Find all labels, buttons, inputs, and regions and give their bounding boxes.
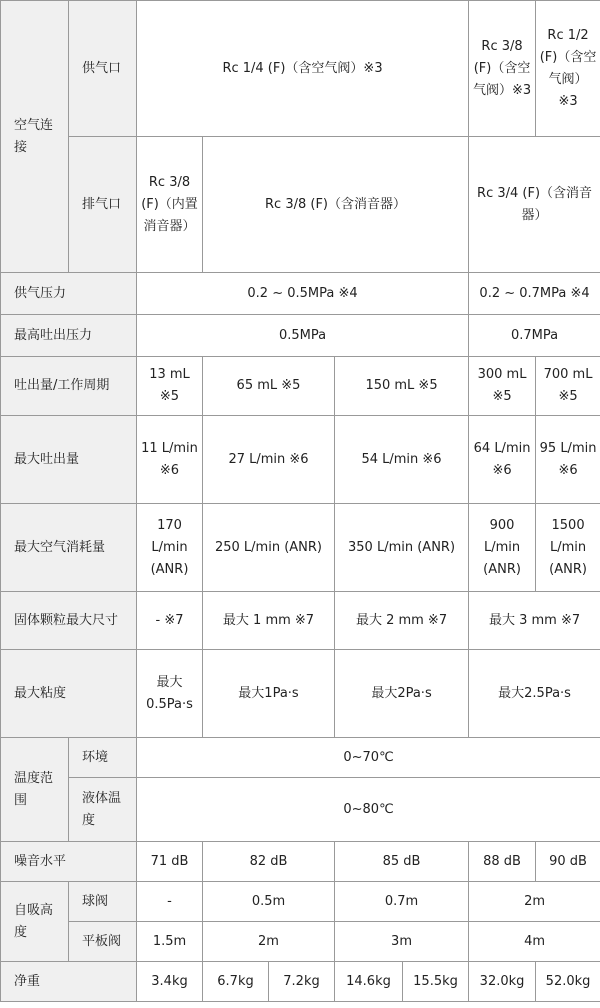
label-net-weight: 净重 — [1, 962, 137, 1002]
value-max-air-consumption-3: 350 L/min (ANR) — [335, 504, 469, 592]
value-max-solid-size-1: - ※7 — [137, 592, 203, 650]
value-max-air-consumption-1: 170 L/min (ANR) — [137, 504, 203, 592]
value-max-viscosity-1: 最大0.5Pa·s — [137, 650, 203, 738]
value-net-weight-6: 32.0kg — [469, 962, 536, 1002]
group-air-connection: 空气连接 — [1, 1, 69, 273]
value-ball-valve-4: 2m — [469, 882, 600, 922]
label-liquid-temp: 液体温度 — [69, 778, 137, 842]
value-max-discharge-5: 95 L/min ※6 — [536, 416, 600, 504]
value-net-weight-5: 15.5kg — [403, 962, 469, 1002]
value-max-air-consumption-4: 900 L/min (ANR) — [469, 504, 536, 592]
value-exhaust-port-3: Rc 3/4 (F)（含消音器） — [469, 137, 600, 273]
value-max-discharge-pressure-1: 0.5MPa — [137, 315, 469, 357]
value-max-solid-size-3: 最大 2 mm ※7 — [335, 592, 469, 650]
value-max-discharge-pressure-2: 0.7MPa — [469, 315, 600, 357]
value-noise-4: 88 dB — [469, 842, 536, 882]
label-supply-pressure: 供气压力 — [1, 273, 137, 315]
row-env-temp — [1, 738, 600, 778]
label-max-viscosity: 最大粘度 — [1, 650, 137, 738]
value-max-air-consumption-5: 1500 L/min (ANR) — [536, 504, 600, 592]
value-max-air-consumption-2: 250 L/min (ANR) — [203, 504, 335, 592]
value-exhaust-port-2: Rc 3/8 (F)（含消音器） — [203, 137, 469, 273]
label-max-air-consumption: 最大空气消耗量 — [1, 504, 137, 592]
row-supply-port — [1, 1, 600, 137]
value-noise-1: 71 dB — [137, 842, 203, 882]
label-ball-valve: 球阀 — [69, 882, 137, 922]
value-discharge-per-cycle-5: 700 mL ※5 — [536, 357, 600, 416]
row-discharge-per-cycle — [1, 357, 600, 416]
row-max-discharge — [1, 416, 600, 504]
value-max-discharge-1: 11 L/min ※6 — [137, 416, 203, 504]
value-noise-5: 90 dB — [536, 842, 600, 882]
value-flat-valve-2: 2m — [203, 922, 335, 962]
row-max-discharge-pressure — [1, 315, 600, 357]
group-self-priming: 自吸高度 — [1, 882, 69, 962]
value-net-weight-1: 3.4kg — [137, 962, 203, 1002]
value-flat-valve-3: 3m — [335, 922, 469, 962]
label-exhaust-port: 排气口 — [69, 137, 137, 273]
value-noise-3: 85 dB — [335, 842, 469, 882]
row-noise — [1, 842, 600, 882]
value-max-viscosity-2: 最大1Pa·s — [203, 650, 335, 738]
value-discharge-per-cycle-2: 65 mL ※5 — [203, 357, 335, 416]
value-max-viscosity-4: 最大2.5Pa·s — [469, 650, 600, 738]
value-exhaust-port-1: Rc 3/8 (F)（内置消音器） — [137, 137, 203, 273]
value-net-weight-7: 52.0kg — [536, 962, 600, 1002]
row-net-weight — [1, 962, 600, 1002]
value-discharge-per-cycle-3: 150 mL ※5 — [335, 357, 469, 416]
value-flat-valve-1: 1.5m — [137, 922, 203, 962]
group-temp-range: 温度范围 — [1, 738, 69, 842]
value-ball-valve-2: 0.5m — [203, 882, 335, 922]
label-max-discharge: 最大吐出量 — [1, 416, 137, 504]
value-net-weight-3: 7.2kg — [269, 962, 335, 1002]
row-max-air-consumption — [1, 504, 600, 592]
label-env-temp: 环境 — [69, 738, 137, 778]
value-discharge-per-cycle-4: 300 mL ※5 — [469, 357, 536, 416]
value-max-solid-size-2: 最大 1 mm ※7 — [203, 592, 335, 650]
row-supply-pressure — [1, 273, 600, 315]
value-ball-valve-1: - — [137, 882, 203, 922]
row-max-viscosity — [1, 650, 600, 738]
value-flat-valve-4: 4m — [469, 922, 600, 962]
value-supply-pressure-2: 0.2 ~ 0.7MPa ※4 — [469, 273, 600, 315]
label-noise: 噪音水平 — [1, 842, 137, 882]
value-max-viscosity-3: 最大2Pa·s — [335, 650, 469, 738]
value-supply-port-2: Rc 3/8 (F)（含空气阀）※3 — [469, 1, 536, 137]
value-supply-pressure-1: 0.2 ~ 0.5MPa ※4 — [137, 273, 469, 315]
value-net-weight-2: 6.7kg — [203, 962, 269, 1002]
value-supply-port-1: Rc 1/4 (F)（含空气阀）※3 — [137, 1, 469, 137]
value-net-weight-4: 14.6kg — [335, 962, 403, 1002]
label-supply-port: 供气口 — [69, 1, 137, 137]
row-exhaust-port — [1, 137, 600, 273]
value-discharge-per-cycle-1: 13 mL ※5 — [137, 357, 203, 416]
label-flat-valve: 平板阀 — [69, 922, 137, 962]
row-flat-valve — [1, 922, 600, 962]
value-max-discharge-3: 54 L/min ※6 — [335, 416, 469, 504]
value-supply-port-3: Rc 1/2 (F)（含空气阀）※3 — [536, 1, 600, 137]
value-env-temp: 0~70℃ — [137, 738, 600, 778]
value-noise-2: 82 dB — [203, 842, 335, 882]
label-discharge-per-cycle: 吐出量/工作周期 — [1, 357, 137, 416]
value-ball-valve-3: 0.7m — [335, 882, 469, 922]
row-liquid-temp — [1, 778, 600, 842]
value-max-solid-size-4: 最大 3 mm ※7 — [469, 592, 600, 650]
label-max-solid-size: 固体颗粒最大尺寸 — [1, 592, 137, 650]
row-max-solid-size — [1, 592, 600, 650]
label-max-discharge-pressure: 最高吐出压力 — [1, 315, 137, 357]
value-liquid-temp: 0~80℃ — [137, 778, 600, 842]
row-ball-valve — [1, 882, 600, 922]
value-max-discharge-2: 27 L/min ※6 — [203, 416, 335, 504]
value-max-discharge-4: 64 L/min ※6 — [469, 416, 536, 504]
